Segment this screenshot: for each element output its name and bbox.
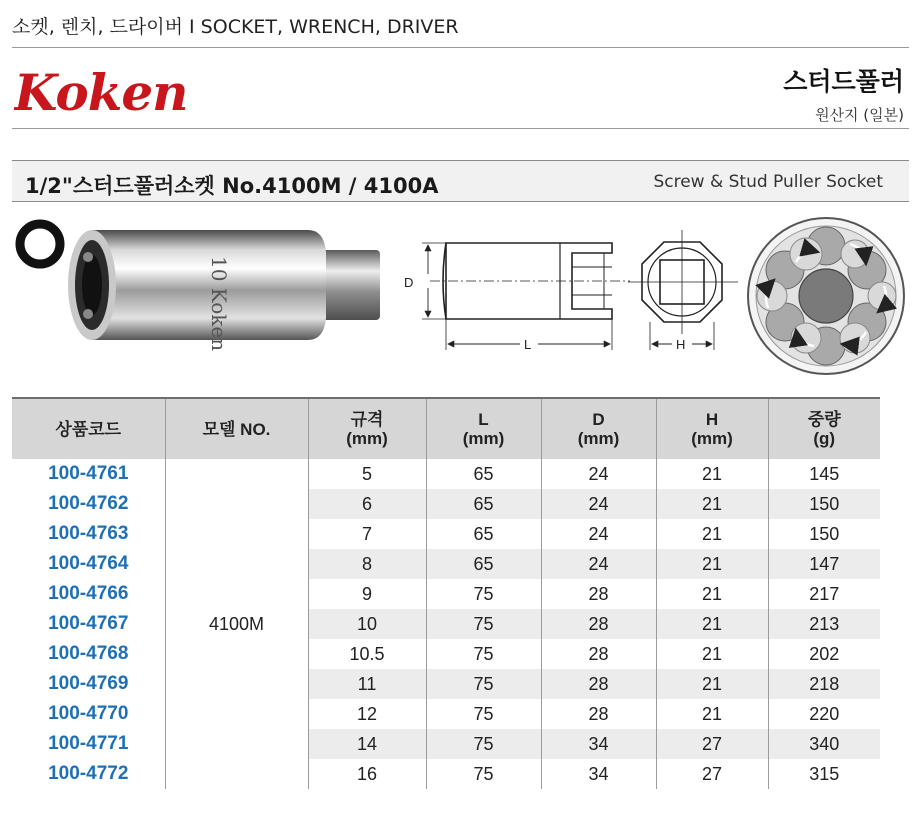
product-subtitle: Screw & Stud Puller Socket [653, 172, 883, 192]
product-illustrations [0, 212, 921, 392]
cell-l: 65 [426, 549, 541, 579]
cell-h: 21 [656, 609, 768, 639]
cell-l: 75 [426, 579, 541, 609]
cell-weight: 145 [768, 459, 880, 489]
side-dimension-drawing [422, 243, 630, 350]
cell-l: 75 [426, 759, 541, 789]
table-row [12, 609, 880, 639]
square-drive-icon [20, 224, 60, 264]
cell-weight: 315 [768, 759, 880, 789]
cell-d: 24 [541, 459, 656, 489]
product-code-link[interactable]: 100-4769 [48, 673, 129, 694]
cell-size: 8 [308, 549, 426, 579]
dimension-label-h: H [676, 337, 686, 352]
cell-size: 10.5 [308, 639, 426, 669]
cell-h: 27 [656, 759, 768, 789]
cell-h: 27 [656, 729, 768, 759]
product-code-link[interactable]: 100-4768 [48, 643, 129, 664]
cell-size: 7 [308, 519, 426, 549]
cell-size: 12 [308, 699, 426, 729]
cell-d: 28 [541, 579, 656, 609]
cell-d: 34 [541, 729, 656, 759]
top-divider [12, 47, 909, 48]
svg-text:10 Koken: 10 Koken [207, 256, 231, 352]
table-row [12, 459, 880, 489]
table-header-row [12, 398, 880, 459]
product-title-bar [12, 160, 909, 202]
header-product-code: 상품코드 [12, 398, 165, 459]
cell-weight: 150 [768, 489, 880, 519]
table-row [12, 519, 880, 549]
cell-d: 28 [541, 669, 656, 699]
roller-cross-section [748, 218, 904, 374]
koken-logo [14, 60, 214, 126]
cell-size: 9 [308, 579, 426, 609]
cell-weight: 217 [768, 579, 880, 609]
header-divider [12, 128, 909, 129]
cell-weight: 147 [768, 549, 880, 579]
spec-table [12, 397, 880, 789]
cell-d: 28 [541, 639, 656, 669]
cell-d: 24 [541, 489, 656, 519]
cell-h: 21 [656, 579, 768, 609]
cell-l: 75 [426, 699, 541, 729]
product-code-link[interactable]: 100-4771 [48, 733, 129, 754]
cell-d: 24 [541, 549, 656, 579]
product-code-link[interactable]: 100-4767 [48, 613, 129, 634]
product-title: 1/2"스터드풀러소켓 No.4100M / 4100A [25, 174, 439, 198]
table-row [12, 729, 880, 759]
cell-d: 24 [541, 519, 656, 549]
end-view-drawing [628, 230, 738, 350]
table-row [12, 759, 880, 789]
category-block [783, 62, 904, 125]
table-row [12, 639, 880, 669]
cell-size: 14 [308, 729, 426, 759]
cell-weight: 202 [768, 639, 880, 669]
header-model-no: 모델 NO. [165, 398, 308, 459]
cell-weight: 213 [768, 609, 880, 639]
header-weight: 중량 (g) [768, 398, 880, 459]
table-row [12, 579, 880, 609]
cell-h: 21 [656, 459, 768, 489]
table-row [12, 549, 880, 579]
cell-weight: 150 [768, 519, 880, 549]
cell-size: 10 [308, 609, 426, 639]
table-row [12, 489, 880, 519]
cell-size: 16 [308, 759, 426, 789]
cell-l: 75 [426, 669, 541, 699]
cell-l: 65 [426, 459, 541, 489]
product-code-link[interactable]: 100-4766 [48, 583, 129, 604]
product-code-link[interactable]: 100-4761 [48, 463, 129, 484]
cell-h: 21 [656, 549, 768, 579]
cell-size: 5 [308, 459, 426, 489]
table-row [12, 699, 880, 729]
cell-size: 11 [308, 669, 426, 699]
dimension-label-l: L [524, 337, 532, 352]
cell-d: 34 [541, 759, 656, 789]
header-size: 규격 (mm) [308, 398, 426, 459]
cell-d: 28 [541, 609, 656, 639]
cell-l: 65 [426, 519, 541, 549]
product-code-link[interactable]: 100-4772 [48, 763, 129, 784]
cell-h: 21 [656, 519, 768, 549]
cell-weight: 340 [768, 729, 880, 759]
model-number: 4100M [165, 459, 308, 789]
origin-label: 원산지 (일본) [815, 106, 904, 124]
cell-h: 21 [656, 699, 768, 729]
cell-l: 75 [426, 729, 541, 759]
dimension-label-d: D [404, 275, 414, 290]
cell-weight: 218 [768, 669, 880, 699]
cell-l: 65 [426, 489, 541, 519]
product-code-link[interactable]: 100-4762 [48, 493, 129, 514]
header-d: D (mm) [541, 398, 656, 459]
header-l: L (mm) [426, 398, 541, 459]
table-row [12, 669, 880, 699]
product-code-link[interactable]: 100-4764 [48, 553, 129, 574]
cell-h: 21 [656, 669, 768, 699]
svg-text:Koken: Koken [14, 63, 188, 122]
product-code-link[interactable]: 100-4763 [48, 523, 129, 544]
socket-photo [68, 230, 380, 351]
product-code-link[interactable]: 100-4770 [48, 703, 129, 724]
breadcrumb: 소켓, 렌치, 드라이버 I SOCKET, WRENCH, DRIVER [12, 16, 459, 38]
cell-weight: 220 [768, 699, 880, 729]
cell-h: 21 [656, 639, 768, 669]
category-title: 스터드풀러 [783, 67, 904, 96]
cell-size: 6 [308, 489, 426, 519]
cell-l: 75 [426, 609, 541, 639]
header-h: H (mm) [656, 398, 768, 459]
cell-d: 28 [541, 699, 656, 729]
cell-h: 21 [656, 489, 768, 519]
cell-l: 75 [426, 639, 541, 669]
